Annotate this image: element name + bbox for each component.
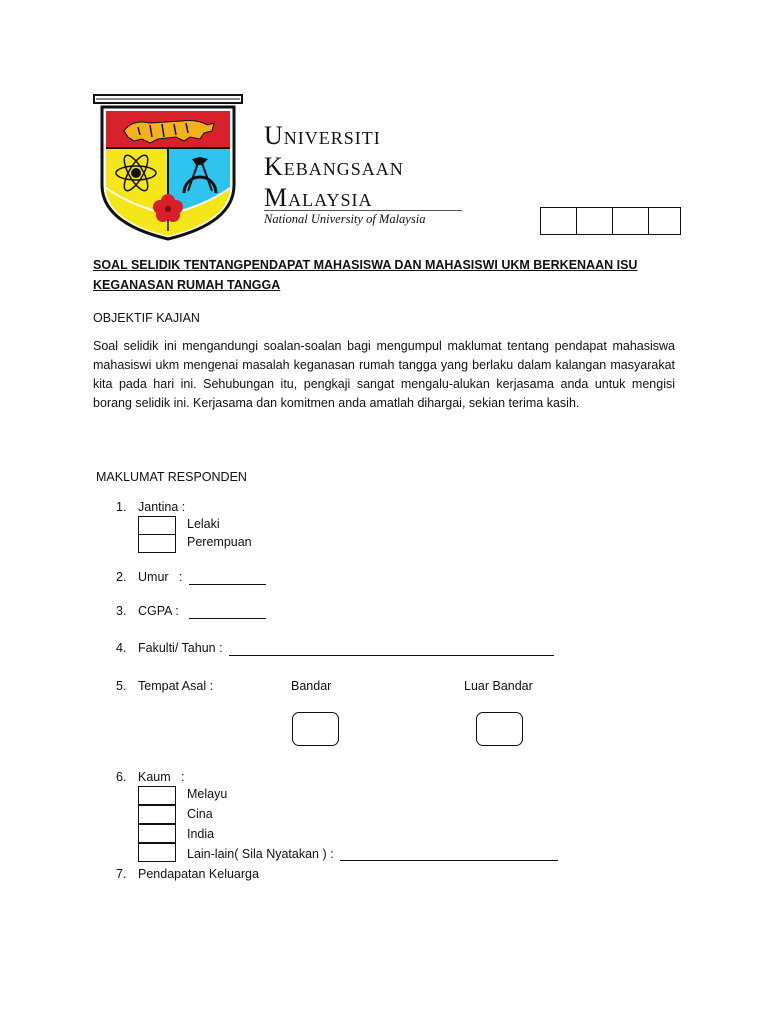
checkbox-luar-bandar[interactable]	[476, 712, 523, 746]
university-divider	[264, 210, 462, 211]
option-label: Cina	[187, 807, 213, 821]
checkbox-perempuan[interactable]	[138, 534, 176, 553]
question-1	[116, 498, 185, 516]
fakulti-tahun-input-line[interactable]	[229, 643, 554, 656]
cgpa-input-line[interactable]	[189, 606, 266, 619]
code-box[interactable]	[612, 207, 649, 235]
question-label: CGPA :	[138, 604, 179, 618]
checkbox-melayu[interactable]	[138, 786, 176, 805]
option-label: Lain-lain( Sila Nyatakan ) :	[187, 847, 334, 861]
question-3	[116, 602, 179, 620]
university-name	[264, 120, 404, 213]
university-name-line3: Malaysia	[264, 183, 373, 212]
question-7	[116, 865, 259, 883]
question-label: Pendapatan Keluarga	[138, 867, 259, 881]
question-label: Jantina :	[138, 500, 186, 514]
ukm-crest-logo	[92, 93, 244, 243]
question-number: 2.	[116, 570, 127, 584]
checkbox-cina[interactable]	[138, 805, 176, 824]
respondent-code-boxes	[541, 207, 681, 235]
question-label: Fakulti/ Tahun :	[138, 641, 223, 655]
university-name-line2: Kebangsaan	[264, 152, 404, 181]
option-label: Perempuan	[187, 535, 252, 549]
objective-paragraph: Soal selidik ini mengandungi soalan-soalan bagi mengumpul maklumat tentang pendapat mahasiswa mahasiswi ukm mengenai masalah keganasan rumah tangga yang berlaku dalam kalangan masyarakat kita pada hari ini. Sehubungan itu, pengkaji sangat mengalu-alukan kerjasama anda untuk mengisi borang selidik ini. Kerjasama dan komitmen anda amatlah dihargai, sekian terima kasih.	[93, 339, 675, 410]
question-number: 6.	[116, 770, 127, 784]
survey-title-line1: SOAL SELIDIK TENTANGPENDAPAT MAHASISWA DAN MAHASISWI UKM BERKENAAN ISU	[93, 258, 638, 272]
question-4	[116, 639, 223, 657]
option-label: Melayu	[187, 787, 228, 801]
question-number: 1.	[116, 500, 127, 514]
checkbox-bandar[interactable]	[292, 712, 339, 746]
respondent-heading: MAKLUMAT RESPONDEN	[96, 470, 247, 484]
question-number: 5.	[116, 679, 127, 693]
question-label: Umur :	[138, 570, 183, 584]
checkbox-lelaki[interactable]	[138, 516, 176, 535]
option-label: India	[187, 827, 215, 841]
checkbox-india[interactable]	[138, 824, 176, 843]
question-label: Tempat Asal :	[138, 679, 214, 693]
code-box[interactable]	[576, 207, 613, 235]
question-number: 4.	[116, 641, 127, 655]
question-5	[116, 677, 213, 695]
lain-lain-input-line[interactable]	[340, 848, 558, 861]
option-label: Lelaki	[187, 517, 220, 531]
question-2	[116, 568, 182, 586]
objective-heading: OBJEKTIF KAJIAN	[93, 311, 200, 325]
code-box[interactable]	[540, 207, 577, 235]
university-subtitle: National University of Malaysia	[264, 212, 426, 226]
university-name-line1: Universiti	[264, 121, 381, 150]
question-number: 3.	[116, 604, 127, 618]
option-bandar-label: Bandar	[291, 679, 332, 693]
option-luar-bandar-label: Luar Bandar	[464, 679, 533, 693]
code-box[interactable]	[648, 207, 681, 235]
question-6	[116, 768, 185, 786]
question-label: Kaum :	[138, 770, 185, 784]
question-number: 7.	[116, 867, 127, 881]
umur-input-line[interactable]	[189, 572, 266, 585]
survey-title-line2: KEGANASAN RUMAH TANGGA	[93, 278, 281, 292]
checkbox-lain-lain[interactable]	[138, 843, 176, 862]
